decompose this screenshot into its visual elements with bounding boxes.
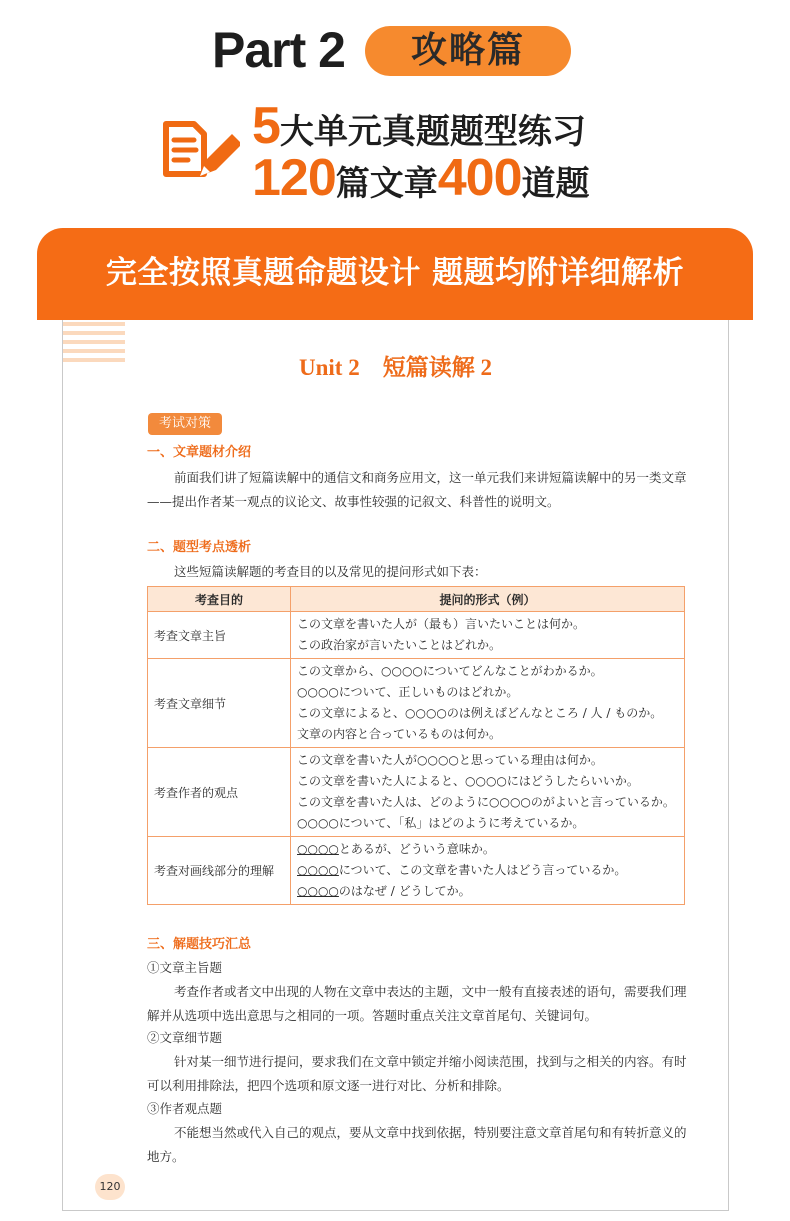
tip-3-title: ③作者观点题: [147, 1101, 223, 1116]
table-row: [148, 837, 685, 905]
section-1-paragraph: 前面我们讲了短篇读解中的通信文和商务应用文，这一单元我们来讲短篇读解中的另一类文章——提出作者某一观点的议论文、故事性较强的记叙文、科普性的说明文。: [147, 470, 687, 509]
section-3-heading: 三、解题技巧汇总: [147, 937, 252, 952]
line2-text-2: 道题: [521, 164, 590, 204]
purpose-cell: 考查文章细节: [148, 659, 291, 748]
form-line: この文章から、○○○○についてどんなことがわかるか。: [297, 664, 603, 678]
book-page: [62, 320, 729, 1211]
section-tag: 考试对策: [148, 413, 222, 435]
article-count: 120: [252, 149, 336, 207]
unit-count: 5: [252, 97, 280, 155]
promo-header: [0, 0, 790, 225]
question-count: 400: [437, 149, 522, 207]
forms-cell: [291, 837, 685, 905]
table-row: [148, 659, 685, 748]
table-row: [148, 748, 685, 837]
line2-text-1: 篇文章: [335, 164, 438, 204]
table-header-row: [148, 587, 685, 612]
purpose-cell: 考查作者的观点: [148, 748, 291, 837]
section-2-intro: 这些短篇读解题的考查目的以及常见的提问形式如下表：: [174, 564, 487, 579]
part-label: Part 2: [212, 22, 345, 78]
table-row: [148, 612, 685, 659]
form-line: ○○○○について、正しいものはどれか。: [297, 685, 519, 699]
forms-cell: [291, 659, 685, 748]
form-line: この文章を書いた人が（最も）言いたいことは何か。: [297, 617, 586, 631]
tip-2-title: ②文章细节题: [147, 1030, 223, 1045]
form-line: この政治家が言いたいことはどれか。: [297, 638, 502, 652]
form-line: ○○○○について、「私」はどのように考えているか。: [297, 816, 585, 830]
form-line: この文章を書いた人は、どのように○○○○のがよいと言っているか。: [297, 795, 675, 809]
form-line: この文章によると、○○○○のは例えばどんなところ / 人 / ものか。: [297, 706, 663, 720]
tip-2-paragraph: 针对某一细节进行提问，要求我们在文章中锁定并缩小阅读范围，找到与之相关的内容。有时可以利用排除法，把四个选项和原文逐一进行对比、分析和排除。: [147, 1054, 687, 1093]
underline-marker: ○○○○: [297, 884, 339, 898]
form-line: この文章を書いた人によると、○○○○にはどうしたらいいか。: [297, 774, 639, 788]
form-line: [297, 881, 678, 902]
banner-text: 完全按照真题命题设计 题题均附详细解析: [105, 255, 685, 291]
table-header-purpose: 考查目的: [148, 587, 291, 612]
form-text: とあるが、どういう意味か。: [338, 842, 495, 856]
table-header-forms: 提问的形式（例）: [291, 587, 685, 612]
underline-marker: ○○○○: [297, 863, 339, 877]
form-line: この文章を書いた人が○○○○と思っている理由は何か。: [297, 753, 603, 767]
line1-text: 大单元真题题型练习: [279, 112, 586, 152]
form-text: について、この文章を書いた人はどう言っているか。: [338, 863, 627, 877]
purpose-cell: 考查文章主旨: [148, 612, 291, 659]
forms-cell: [291, 612, 685, 659]
tip-1-paragraph: 考查作者或者文中出现的人物在文章中表达的主题，文中一般有直接表述的语句，需要我们理解并从选项中选出意思与之相同的一项。答题时重点关注文章首尾句、关键词句。: [147, 984, 687, 1023]
notepad-pencil-icon: [160, 114, 240, 194]
forms-cell: [291, 748, 685, 837]
tip-3-paragraph: 不能想当然或代入自己的观点，要从文章中找到依据，特别要注意文章首尾句和有转折意义的地方。: [147, 1125, 687, 1164]
tip-1-title: ①文章主旨题: [147, 960, 223, 975]
form-line: [297, 839, 678, 860]
section-2-heading: 二、题型考点透析: [147, 540, 252, 555]
unit-title: Unit 2 短篇读解 2: [299, 355, 492, 380]
page-number: 120: [95, 1174, 125, 1200]
form-text: のはなぜ / どうしてか。: [338, 884, 471, 898]
part-pill: 攻略篇: [365, 26, 571, 76]
feature-banner: [37, 228, 753, 320]
headline-line-2: [252, 150, 590, 212]
form-line: 文章の内容と合っているものは何か。: [297, 727, 502, 741]
form-line: [297, 860, 678, 881]
purpose-cell: 考查对画线部分的理解: [148, 837, 291, 905]
section-1-heading: 一、文章题材介绍: [147, 445, 252, 460]
question-type-table: [147, 586, 685, 905]
underline-marker: ○○○○: [297, 842, 339, 856]
